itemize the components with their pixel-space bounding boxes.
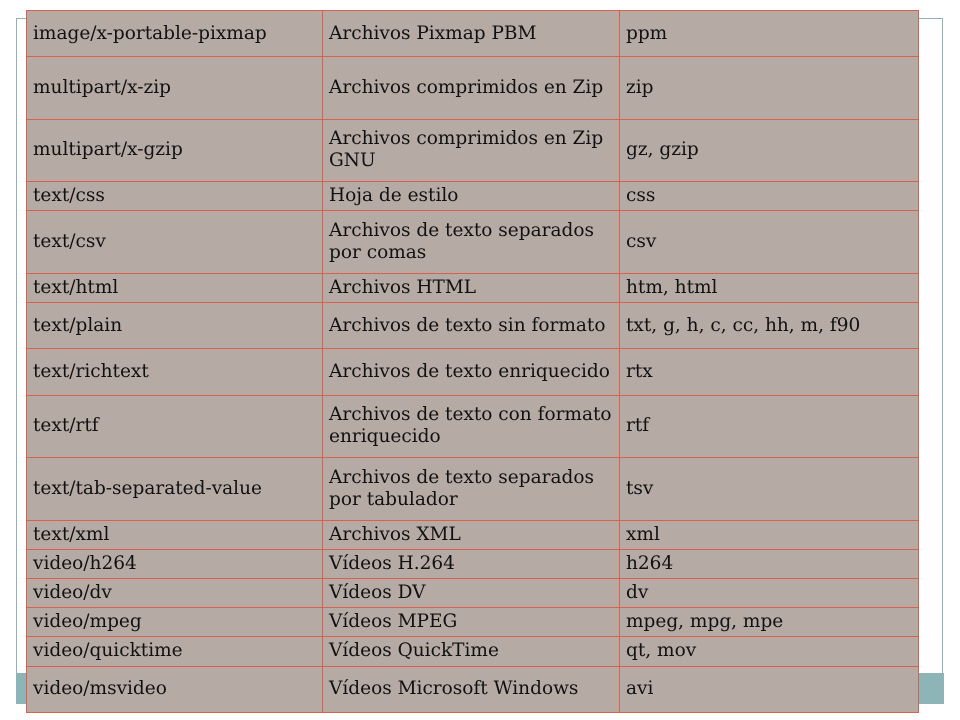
extensions-cell: txt, g, h, c, cc, hh, m, f90 bbox=[620, 303, 919, 349]
extensions-cell: h264 bbox=[620, 549, 919, 578]
extensions-cell: qt, mov bbox=[620, 637, 919, 666]
mime-type-cell: image/x-portable-pixmap bbox=[27, 11, 323, 57]
description-cell: Archivos de texto sin formato bbox=[323, 303, 620, 349]
description-cell: Archivos comprimidos en Zip bbox=[323, 57, 620, 119]
mime-type-cell: text/rtf bbox=[27, 395, 323, 457]
extensions-cell: mpeg, mpg, mpe bbox=[620, 608, 919, 637]
table-row bbox=[27, 119, 919, 181]
table-row bbox=[27, 608, 919, 637]
extensions-cell: htm, html bbox=[620, 273, 919, 302]
description-cell: Hoja de estilo bbox=[323, 182, 620, 211]
description-cell: Vídeos QuickTime bbox=[323, 637, 620, 666]
table-row bbox=[27, 11, 919, 57]
mime-type-cell: text/tab-separated-value bbox=[27, 458, 323, 520]
table-row bbox=[27, 211, 919, 273]
table-row bbox=[27, 666, 919, 712]
mime-type-cell: video/msvideo bbox=[27, 666, 323, 712]
table-row bbox=[27, 520, 919, 549]
extensions-cell: dv bbox=[620, 578, 919, 607]
description-cell: Vídeos DV bbox=[323, 578, 620, 607]
description-cell: Archivos XML bbox=[323, 520, 620, 549]
table-row bbox=[27, 57, 919, 119]
description-cell: Archivos HTML bbox=[323, 273, 620, 302]
slide-frame-right bbox=[942, 18, 943, 673]
table-row bbox=[27, 458, 919, 520]
table-row bbox=[27, 273, 919, 302]
mime-type-cell: multipart/x-gzip bbox=[27, 119, 323, 181]
description-cell: Archivos de texto separados por comas bbox=[323, 211, 620, 273]
description-cell: Archivos comprimidos en Zip GNU bbox=[323, 119, 620, 181]
table-row bbox=[27, 182, 919, 211]
extensions-cell: avi bbox=[620, 666, 919, 712]
mime-type-cell: text/plain bbox=[27, 303, 323, 349]
mime-type-cell: multipart/x-zip bbox=[27, 57, 323, 119]
table-row bbox=[27, 578, 919, 607]
mime-type-cell: text/csv bbox=[27, 211, 323, 273]
mime-type-cell: text/css bbox=[27, 182, 323, 211]
mime-type-cell: text/xml bbox=[27, 520, 323, 549]
slide-frame-left bbox=[16, 18, 17, 693]
extensions-cell: rtf bbox=[620, 395, 919, 457]
description-cell: Vídeos MPEG bbox=[323, 608, 620, 637]
extensions-cell: gz, gzip bbox=[620, 119, 919, 181]
mime-type-cell: text/html bbox=[27, 273, 323, 302]
table-row bbox=[27, 637, 919, 666]
table-row bbox=[27, 303, 919, 349]
description-cell: Archivos de texto enriquecido bbox=[323, 349, 620, 395]
extensions-cell: ppm bbox=[620, 11, 919, 57]
mime-type-cell: video/h264 bbox=[27, 549, 323, 578]
slide-footer-tail bbox=[942, 673, 944, 704]
extensions-cell: rtx bbox=[620, 349, 919, 395]
description-cell: Vídeos Microsoft Windows bbox=[323, 666, 620, 712]
table-row bbox=[27, 395, 919, 457]
mime-types-table bbox=[26, 10, 919, 713]
description-cell: Archivos Pixmap PBM bbox=[323, 11, 620, 57]
extensions-cell: tsv bbox=[620, 458, 919, 520]
extensions-cell: xml bbox=[620, 520, 919, 549]
mime-type-cell: video/dv bbox=[27, 578, 323, 607]
extensions-cell: csv bbox=[620, 211, 919, 273]
description-cell: Archivos de texto separados por tabulador bbox=[323, 458, 620, 520]
extensions-cell: css bbox=[620, 182, 919, 211]
mime-type-cell: video/quicktime bbox=[27, 637, 323, 666]
mime-type-cell: video/mpeg bbox=[27, 608, 323, 637]
mime-type-cell: text/richtext bbox=[27, 349, 323, 395]
table-row bbox=[27, 349, 919, 395]
table-row bbox=[27, 549, 919, 578]
extensions-cell: zip bbox=[620, 57, 919, 119]
description-cell: Archivos de texto con formato enriquecido bbox=[323, 395, 620, 457]
description-cell: Vídeos H.264 bbox=[323, 549, 620, 578]
